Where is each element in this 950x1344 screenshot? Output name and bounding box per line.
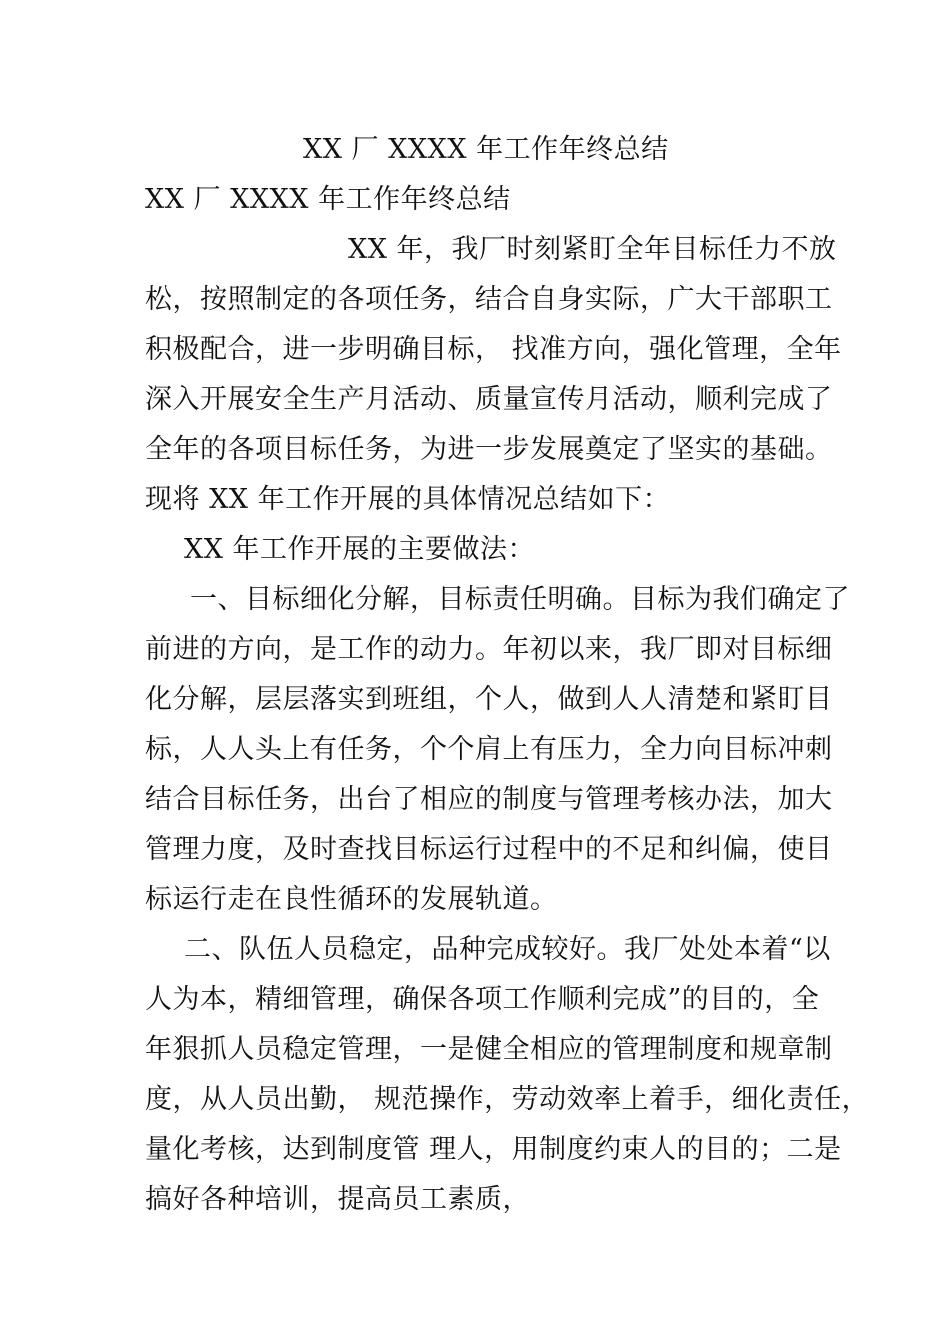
paragraph-line: 松，按照制定的各项任务，结合自身实际，广大干部职工 [145,284,833,315]
paragraph-line: 全年的各项目标任务，为进一步发展奠定了坚实的基础。 [145,434,833,465]
paragraph-line: 二、队伍人员稳定，品种完成较好。我厂处处本着“以 [184,934,831,965]
paragraph-line: 度，从人员出勤， 规范操作，劳动效率上着手，细化责任， [145,1084,870,1115]
paragraph-line: 化分解，层层落实到班组，个人，做到人人清楚和紧盯目 [145,684,833,715]
paragraph-line: 深入开展安全生产月活动、质量宣传月活动，顺利完成了 [145,384,833,415]
paragraph-line: 一、目标细化分解，目标责任明确。目标为我们确定了 [190,584,850,615]
paragraph-line: 标，人人头上有任务，个个肩上有压力，全力向目标冲刺 [145,734,833,765]
paragraph-line: 搞好各种培训，提高员工素质， [145,1184,530,1215]
section-heading: XX 年工作开展的主要做法： [184,534,536,565]
paragraph-line: 人为本，精细管理，确保各项工作顺利完成”的目的，全 [145,984,820,1015]
paragraph-line: 年狠抓人员稳定管理，一是健全相应的管理制度和规章制 [145,1034,833,1065]
document-subtitle: XX 厂 XXXX 年工作年终总结 [145,184,511,215]
paragraph-line: 管理力度，及时查找目标运行过程中的不足和纠偏，使目 [145,834,833,865]
paragraph-line: 前进的方向，是工作的动力。年初以来，我厂即对目标细 [145,634,833,665]
paragraph-line: 量化考核，达到制度管 理人，用制度约束人的目的；二是 [145,1134,842,1165]
paragraph-line: 结合目标任务，出台了相应的制度与管理考核办法，加大 [145,784,833,815]
paragraph-line: XX 年，我厂时刻紧盯全年目标任力不放 [348,234,837,265]
document-title: XX 厂 XXXX 年工作年终总结 [303,134,669,165]
paragraph-line: 积极配合，进一步明确目标， 找准方向，强化管理，全年 [145,334,842,365]
paragraph-line: 现将 XX 年工作开展的具体情况总结如下： [145,484,671,515]
paragraph-line: 标运行走在良性循环的发展轨道。 [145,884,558,915]
